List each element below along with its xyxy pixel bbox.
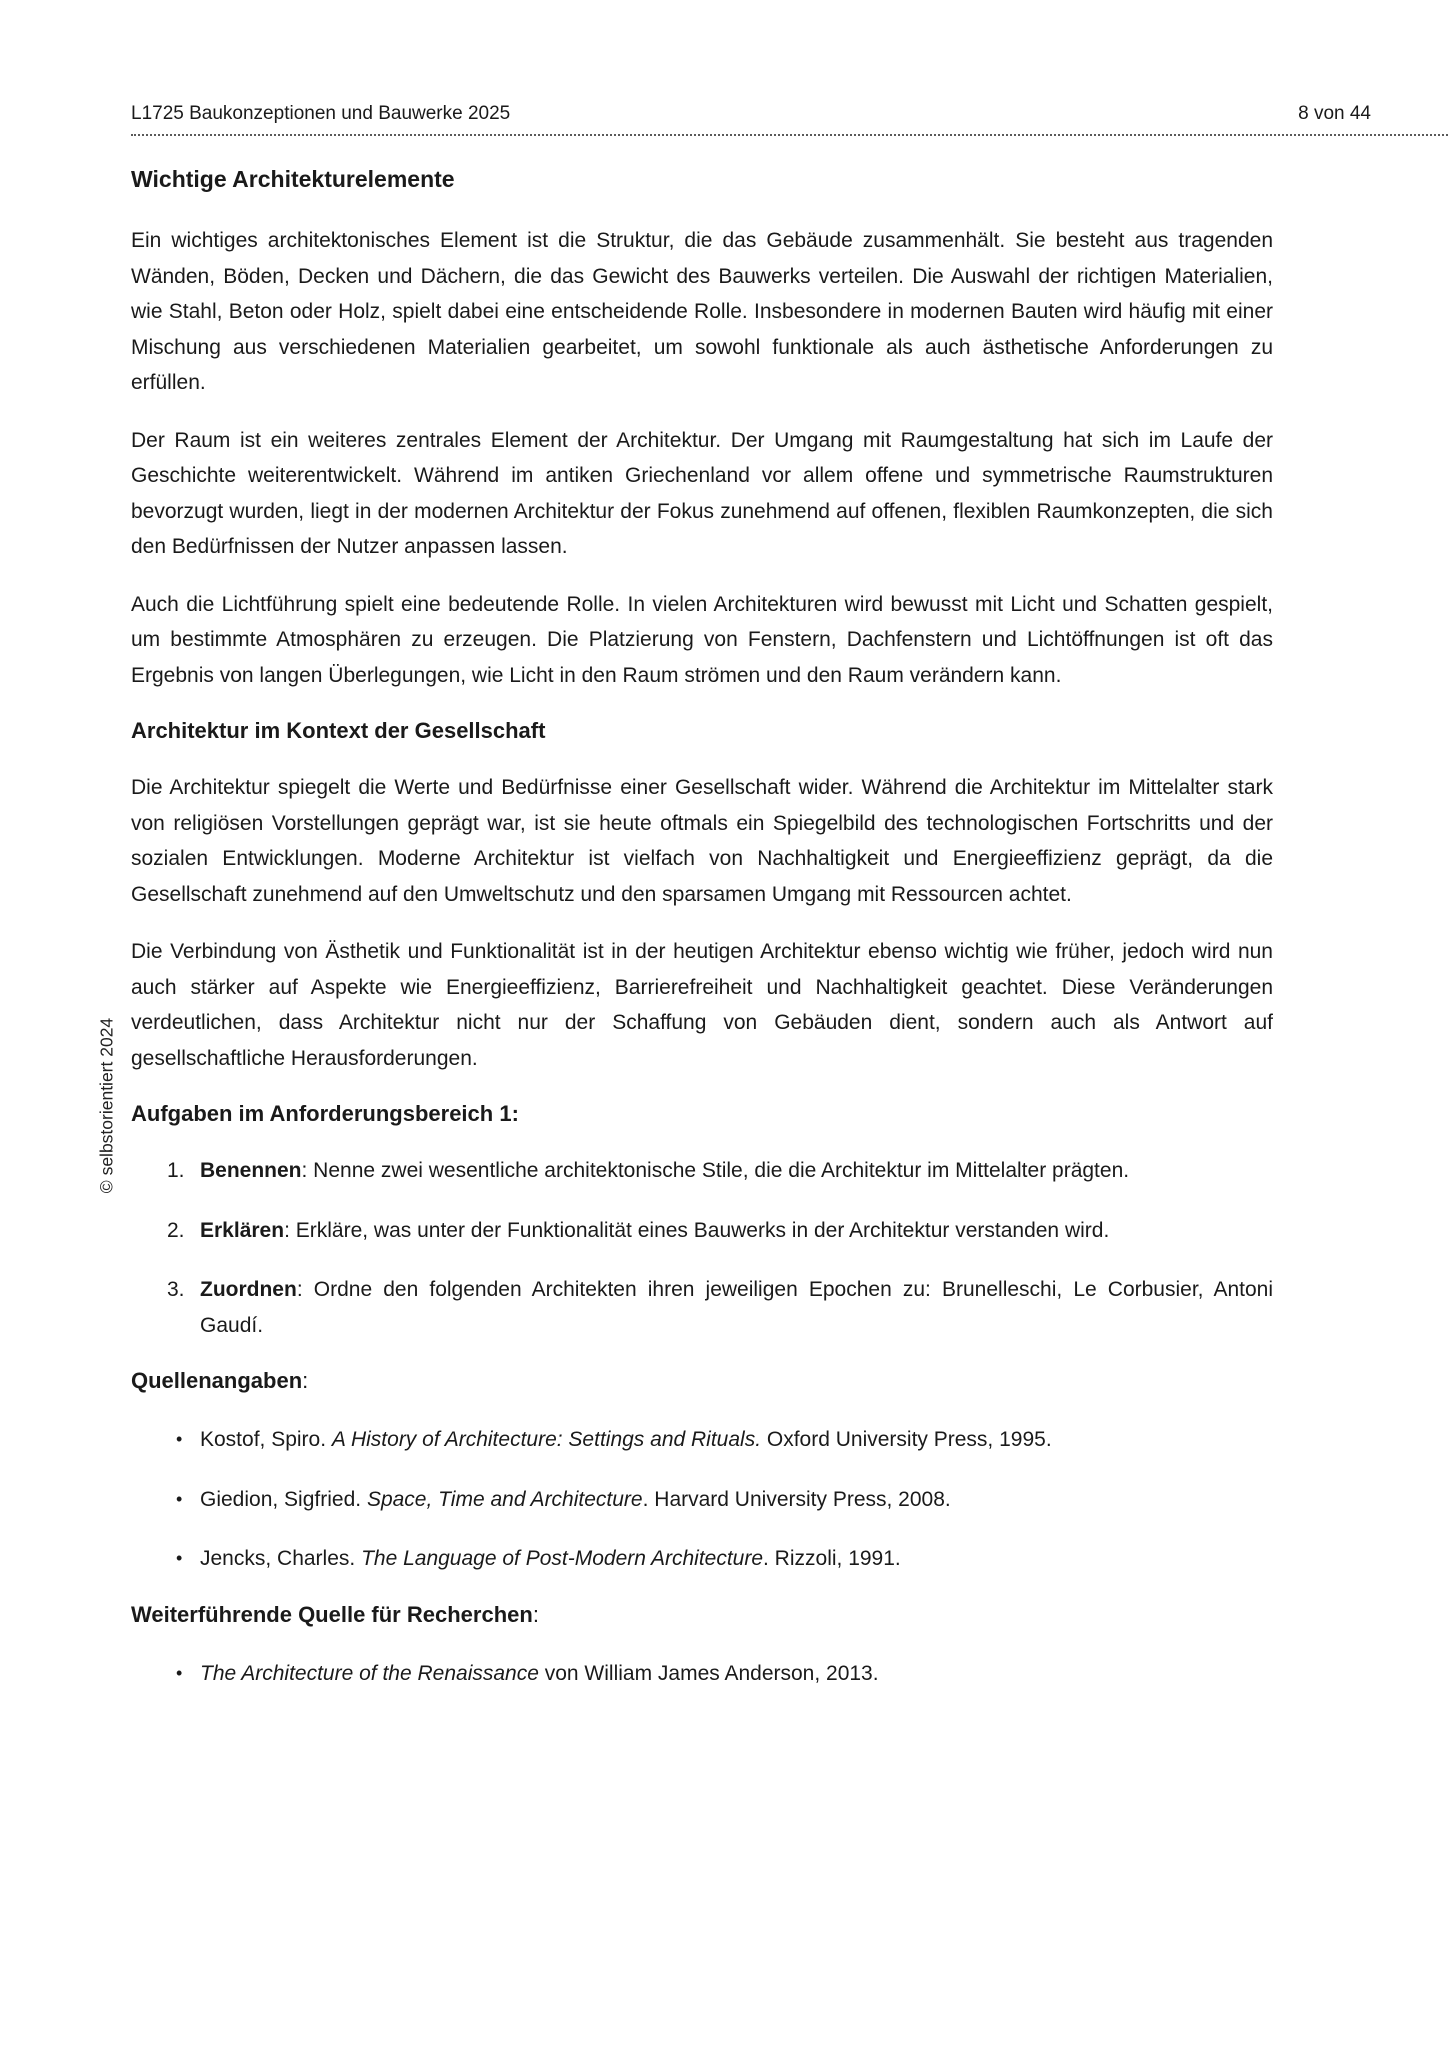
- task-number: 2.: [167, 1218, 185, 1242]
- source-item-giedion: [131, 1482, 1273, 1518]
- text-segment: :: [302, 1368, 309, 1393]
- text-segment: Kostof, Spiro.: [200, 1428, 332, 1451]
- sources-heading: [131, 1367, 1273, 1394]
- task-item-3: [131, 1272, 1273, 1343]
- text-segment: The Language of Post-Modern Architecture: [361, 1547, 764, 1570]
- text-segment: . Harvard University Press, 2008.: [642, 1487, 951, 1511]
- paragraph-werte: Die Architektur spiegelt die Werte und Bedürfnisse einer Gesellschaft wider. Während die Architektur im Mittelalter stark von religiösen Vorstellungen geprägt war, ist sie heute oftmals ein Spiegelbild des technologischen Fortschritts und der sozialen Entwicklungen. Moderne Architektur ist vielfach von Nachhaltigkeit und Energieeffizienz geprägt, da die Gesellschaft zunehmend auf den Umweltschutz und den sparsamen Umgang mit Ressourcen achtet.: [131, 776, 1273, 906]
- header-page-number: 8 von 44: [1298, 103, 1371, 124]
- source-item-jencks: [131, 1541, 1273, 1577]
- text-segment: The Architecture of the Renaissance: [200, 1661, 539, 1685]
- text-segment: : Ordne den folgenden Architekten ihren jeweiligen Epochen zu: Brunelleschi, Le Corbusier, Antoni Gaudí.: [200, 1278, 1273, 1337]
- text-segment: Erklären: [200, 1218, 285, 1242]
- text-segment: Quellenangaben: [131, 1368, 303, 1393]
- text-segment: : Erkläre, was unter der Funktionalität eines Bauwerks in der Architektur verstanden wird.: [284, 1218, 1110, 1242]
- bullet-icon: •: [176, 1662, 183, 1683]
- task-item-2: [131, 1213, 1273, 1249]
- source-text: [200, 1541, 1273, 1577]
- paragraph-lichtfuehrung: Auch die Lichtführung spielt eine bedeutende Rolle. In vielen Architekturen wird bewusst mit Licht und Schatten gespielt, um bestimmte Atmosphären zu erzeugen. Die Platzierung von Fenstern, Dachfenstern und Lichtöffnungen ist oft das Ergebnis von langen Überlegungen, wie Licht in den Raum strömen und den Raum verändern kann.: [131, 592, 1273, 687]
- bullet-icon: •: [176, 1488, 183, 1509]
- copyright-notice: © selbstorientiert 2024: [96, 1017, 117, 1194]
- text-segment: Weiterführende Quelle für Recherchen: [131, 1601, 533, 1627]
- further-source-item: [131, 1656, 1273, 1692]
- further-sources-heading: [131, 1601, 1273, 1628]
- paragraph-aesthetik: Die Verbindung von Ästhetik und Funktionalität ist in der heutigen Architektur ebenso wichtig wie früher, jedoch wird nun auch stärker auf Aspekte wie Energieeffizienz, Barrierefreiheit und Nachhaltigkeit geachtet. Diese Veränderungen verdeutlichen, dass Architektur nicht nur der Schaffung von Gebäuden dient, sondern auch als Antwort auf gesellschaftliche Herausforderungen.: [131, 940, 1273, 1070]
- text-segment: Zuordnen: [200, 1278, 297, 1301]
- task-number: 3.: [167, 1278, 185, 1301]
- header-rule-divider: [131, 134, 1448, 136]
- text-segment: A History of Architecture: Settings and Rituals.: [331, 1428, 762, 1451]
- task-text: [200, 1272, 1273, 1343]
- text-segment: :: [532, 1601, 539, 1627]
- page-header: [131, 0, 1448, 136]
- task-item-1: [131, 1153, 1273, 1189]
- task-text: [200, 1153, 1273, 1189]
- tasks-heading: Aufgaben im Anforderungsbereich 1:: [131, 1101, 519, 1126]
- text-segment: . Rizzoli, 1991.: [763, 1547, 901, 1570]
- source-text: [200, 1482, 1273, 1518]
- bullet-icon: •: [176, 1548, 183, 1568]
- task-number: 1.: [167, 1159, 185, 1182]
- text-segment: : Nenne zwei wesentliche architektonische Stile, die die Architektur im Mittelalter prägten.: [301, 1159, 1130, 1182]
- text-segment: Benennen: [200, 1159, 302, 1182]
- bullet-icon: •: [176, 1429, 183, 1449]
- header-course-code: L1725 Baukonzeptionen und Bauwerke 2025: [131, 103, 511, 124]
- task-text: [200, 1213, 1273, 1249]
- source-item-kostof: [131, 1422, 1273, 1458]
- document-body: [131, 165, 1273, 1715]
- paragraph-raum: Der Raum ist ein weiteres zentrales Element der Architektur. Der Umgang mit Raumgestaltung hat sich im Laufe der Geschichte weiterentwickelt. Während im antiken Griechenland vor allem offene und symmetrische Raumstrukturen bevorzugt wurden, liegt in der modernen Architektur der Fokus zunehmend auf offenen, flexiblen Raumkonzepten, die sich den Bedürfnissen der Nutzer anpassen lassen.: [131, 428, 1273, 558]
- text-segment: von William James Anderson, 2013.: [538, 1661, 879, 1685]
- text-segment: Jencks, Charles.: [200, 1547, 362, 1570]
- text-segment: Oxford University Press, 1995.: [761, 1428, 1052, 1451]
- section-heading-gesellschaft: Architektur im Kontext der Gesellschaft: [131, 718, 546, 743]
- document-title: Wichtige Architekturelemente: [131, 166, 455, 192]
- source-text: [200, 1422, 1273, 1458]
- text-segment: Giedion, Sigfried.: [200, 1487, 367, 1511]
- source-text: [200, 1656, 1273, 1692]
- paragraph-structure: Ein wichtiges architektonisches Element ist die Struktur, die das Gebäude zusammenhält. Sie besteht aus tragenden Wänden, Böden, Decken und Dächern, die das Gewicht des Bauwerks verteilen. Die Auswahl der richtigen Materialien, wie Stahl, Beton oder Holz, spielt dabei eine entscheidende Rolle. Insbesondere in modernen Bauten wird häufig mit einer Mischung aus verschiedenen Materialien gearbeitet, um sowohl funktionale als auch ästhetische Anforderungen zu erfüllen.: [131, 229, 1273, 394]
- text-segment: Space, Time and Architecture: [366, 1487, 643, 1511]
